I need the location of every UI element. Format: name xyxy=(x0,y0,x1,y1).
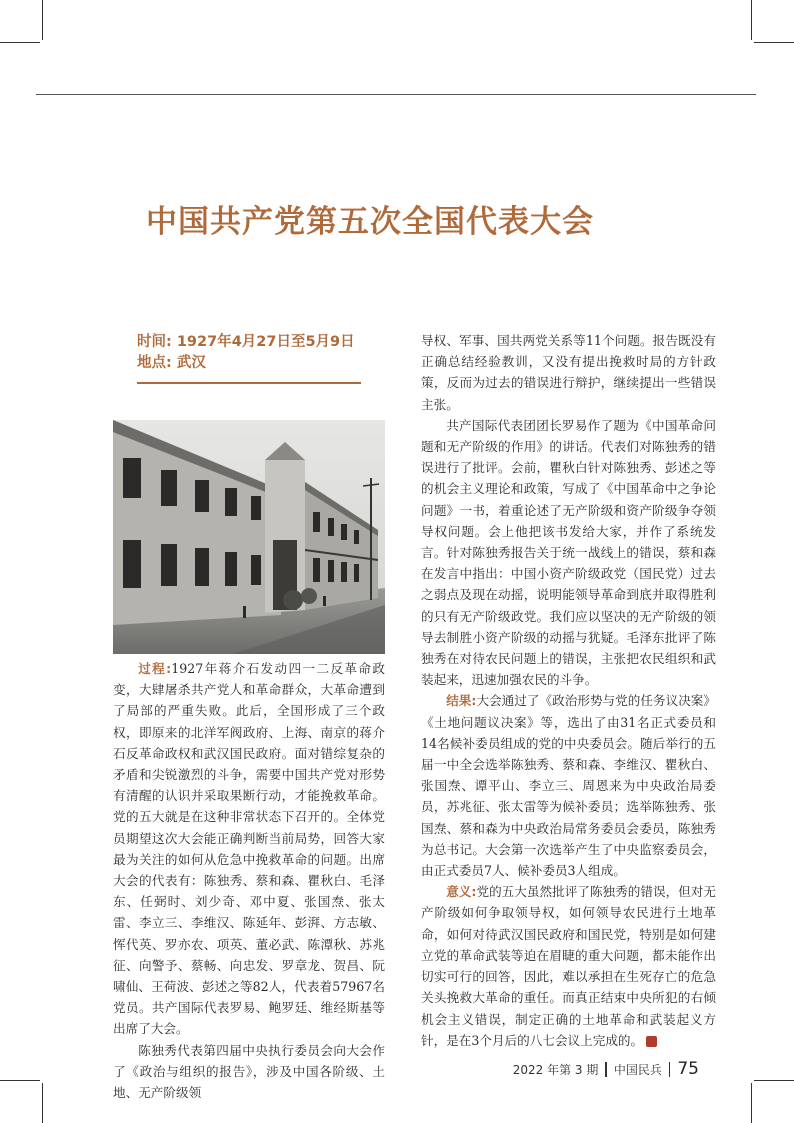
label-process: 过程: xyxy=(138,661,172,676)
paragraph-meaning xyxy=(421,881,716,1051)
historic-building-photo xyxy=(113,420,385,654)
paragraph-text: 大会通过了《政治形势与党的任务议决案》《土地问题议决案》等，选出了由31名正式委员和14名候补委员组成的党的中央委员会。随后举行的五届一中全会选举陈独秀、蔡和森、李维汉、瞿秋白、张国焘、谭平山、李立三、周恩来为中央政治局委员，苏兆征、张太雷等为候补委员；选举陈独秀、张国焘、蔡和森为中央政治局常务委员会委员，陈独秀为总书记。大会第一次选举产生了中央监察委员会，由正式委员7人、候补委员3人组成。 xyxy=(421,693,717,879)
issue-label: 2022 年第 3 期 xyxy=(512,1062,599,1077)
paragraph: 共产国际代表团团长罗易作了题为《中国革命问题和无产阶级的作用》的讲话。代表们对陈独秀的错误进行了批评。会前，瞿秋白针对陈独秀、彭述之等的机会主义理论和政策，写成了《中国革命中之争论问题》一书，着重论述了无产阶级和资产阶级争夺领导权问题。会上他把该书发给大家，并作了系统发言。针对陈独秀报告关于统一战线上的错误，蔡和森在发言中指出：中国小资产阶级政党（国民党）过去之弱点及现在动摇，说明能领导革命到底并取得胜利的只有无产阶级政党。我们应以坚决的无产阶级的领导去制胜小资产阶级的动摇与犹疑。毛泽东批评了陈独秀在对待农民问题上的错误，主张把农民组织和武装起来，迅速加强农民的斗争。 xyxy=(421,417,716,688)
event-place: 地点: 武汉 xyxy=(137,355,206,371)
paragraph-text: 党的五大虽然批评了陈独秀的错误，但对无产阶级如何争取领导权，如何领导农民进行土地革命，如何对待武汉国民政府和国民党，特别是如何建立党的革命武装等迫在眉睫的重大问题，都未能作出切实可行的回答，因此，难以承担在生死存亡的危急关头挽救大革命的重任。而真正结束中央所犯的右倾机会主义错误，制定正确的土地革命和武装起义方针，是在3个月后的八七会议上完成的。 xyxy=(421,884,717,1048)
label-meaning: 意义: xyxy=(446,884,477,900)
crop-mark xyxy=(42,0,43,40)
meta-underline xyxy=(137,382,361,384)
crop-mark xyxy=(42,1083,43,1123)
label-result: 结果: xyxy=(446,693,477,709)
footer-divider xyxy=(669,1062,671,1077)
paragraph: 导权、军事、国共两党关系等11个问题。报告既没有正确总结经验教训，又没有提出挽救时局的方针政策，反而为过去的错误进行辩护，继续提出一些错误主张。 xyxy=(421,333,716,412)
crop-mark xyxy=(0,42,40,43)
crop-mark xyxy=(0,1080,40,1081)
paragraph-text: 1927年蒋介石发动四一二反革命政变，大肆屠杀共产党人和革命群众，大革命遭到了局部的严重失败。此后，全国形成了三个政权，即原来的北洋军阀政府、上海、南京的蒋介石反革命政权和武汉国民政府。面对错综复杂的矛盾和尖锐激烈的斗争，需要中国共产党对形势有清醒的认识并采取果断行动，才能挽救革命。党的五大就是在这种非常状态下召开的。全体党员期望这次大会能正确判断当前局势，回答大家最为关注的如何从危急中挽救革命的问题。出席大会的代表有：陈独秀、蔡和森、瞿秋白、毛泽东、任弼时、刘少奇、邓中夏、张国焘、张太雷、李立三、李维汉、陈延年、彭湃、方志敏、恽代英、罗亦农、项英、董必武、陈潭秋、苏兆征、向警予、蔡畅、向忠发、罗章龙、贺昌、阮啸仙、王荷波、彭述之等82人，代表着57967名党员。共产国际代表罗易、鲍罗廷、维经斯基等出席了大会。 xyxy=(113,661,385,1037)
page-footer xyxy=(513,1059,699,1079)
event-time: 时间: 1927年4月27日至5月9日 xyxy=(137,334,355,350)
paragraph: 陈独秀代表第四届中央执行委员会向大会作了《政治与组织的报告》，涉及中国各阶级、土地、无产阶级领 xyxy=(113,1042,385,1101)
left-column xyxy=(113,658,385,1103)
crop-mark xyxy=(751,1083,752,1123)
crop-mark xyxy=(754,42,794,43)
magazine-name: 中国民兵 xyxy=(613,1062,662,1077)
header-rule xyxy=(36,94,756,95)
crop-mark xyxy=(754,1080,794,1081)
article-title: 中国共产党第五次全国代表大会 xyxy=(146,204,594,240)
crop-mark xyxy=(751,0,752,40)
right-column xyxy=(421,330,716,1051)
paragraph-process xyxy=(113,658,385,1040)
event-meta xyxy=(137,332,355,374)
footer-divider xyxy=(605,1062,607,1077)
page-number: 75 xyxy=(677,1059,699,1079)
end-mark-icon: 民 xyxy=(646,1036,657,1047)
paragraph-result xyxy=(421,690,716,881)
